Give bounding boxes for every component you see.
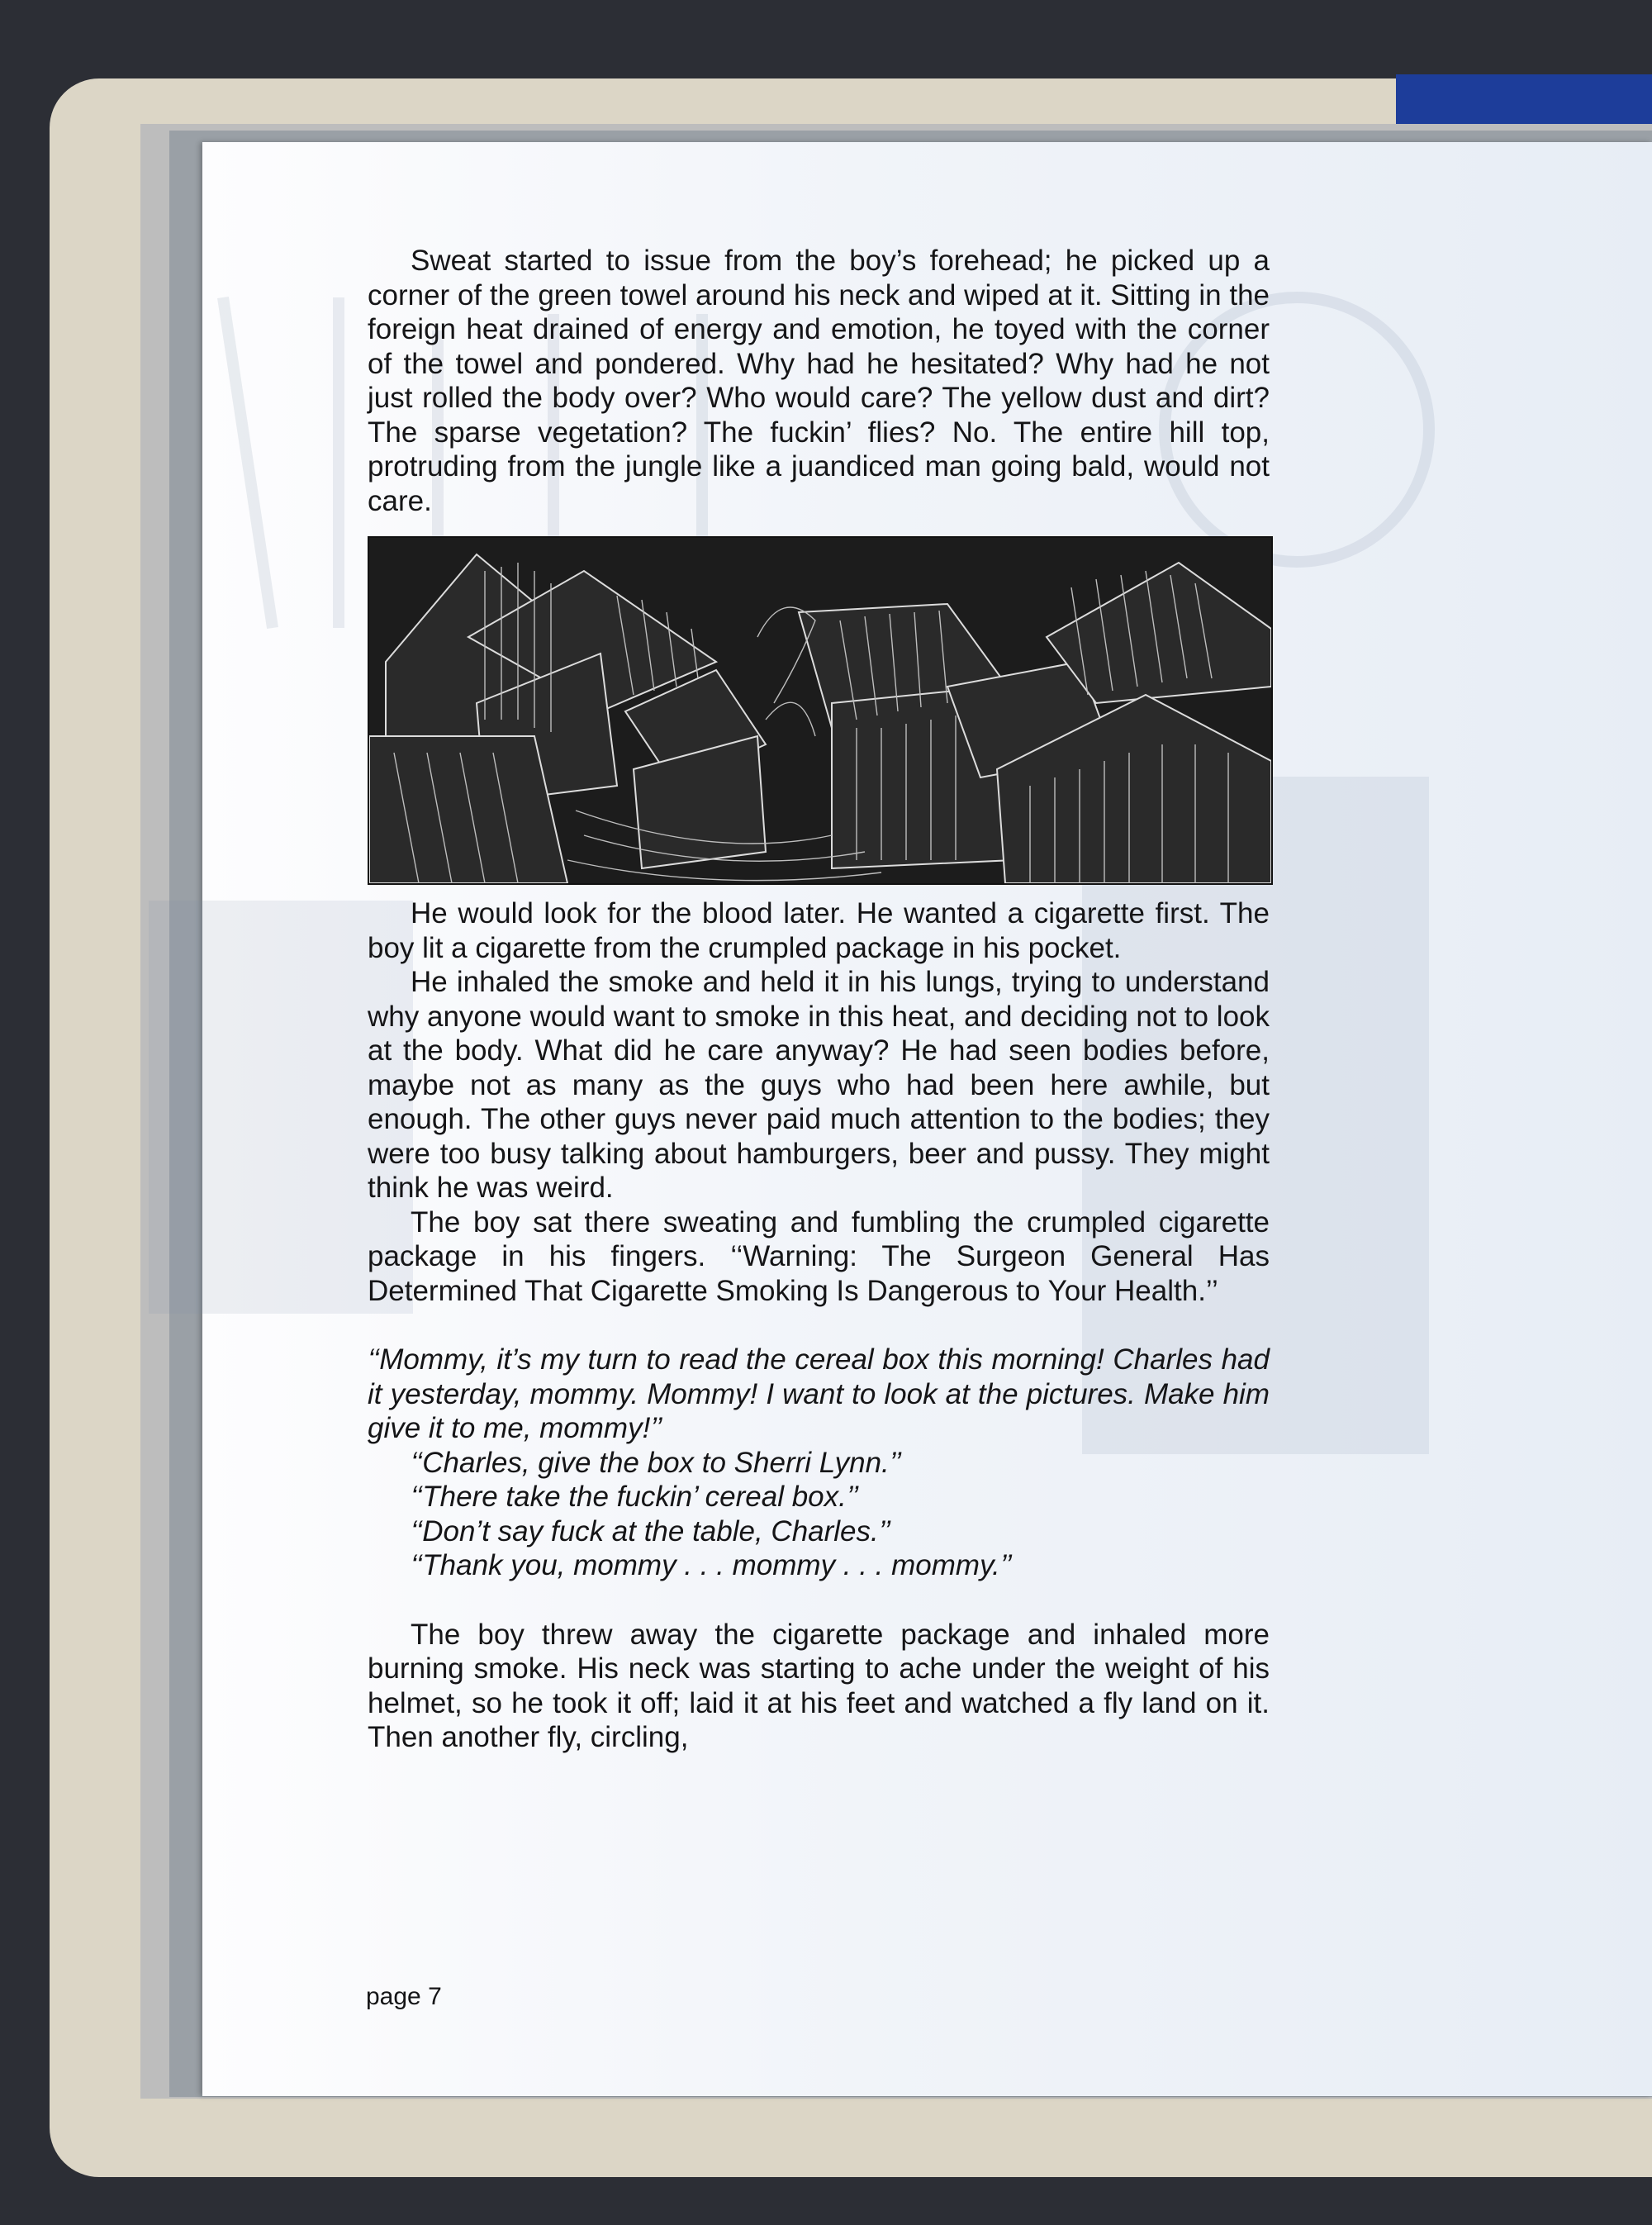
paragraph-helmet: The boy threw away the cigarette package and inhaled more burning smoke. His neck was starting to ache under the weight of his helmet, so he took it off; laid it at his feet and watched a fly land on it. Then another fly, circling, — [368, 1618, 1270, 1753]
italic-line-2: ‘‘Charles, give the box to Sherri Lynn.’’ — [411, 1446, 902, 1479]
paragraph-inhaled-smoke: He inhaled the smoke and held it in his lungs, trying to understand why anyone would want to smoke in this heat, and deciding not to look at the body. What did he care anyway? He had seen bodies before, maybe not as many as the guys who had been here awhile, but enough. The other guys never paid much attention to the bodies; they were too busy talking about hamburgers, beer and pussy. They might think he was weird. — [368, 966, 1270, 1204]
page-number: page 7 — [366, 1983, 442, 2010]
paragraph-sweat: Sweat started to issue from the boy’s forehead; he picked up a corner of the green towel around his neck and wiped at it. Sitting in the foreign heat drained of energy and emotion, he toyed with the corner of the towel and pondered. Why had he hesitated? Why had he not just rolled the body over? Who would care? The yellow dust and dirt? The sparse vegetation? The fuckin’ flies? No. The entire hill top, protruding from the jungle like a juandiced man going bald, would not care. — [368, 245, 1270, 517]
italic-cereal-box: ‘‘Mommy, it’s my turn to read the cereal box this morning! Charles had it yesterday, mommy. Mommy! I want to look at the pictures. Make him give it to me, mommy!’’ — [368, 1343, 1270, 1444]
paragraph-warning-label: The boy sat there sweating and fumbling the crumpled cigarette package in his fingers. ‘‘Warning: The Surgeon General Has Determined That Cigarette Smoking Is Dangerous to Your Health.’’ — [368, 1205, 1270, 1307]
italic-line-5: ‘‘Thank you, mommy . . . mommy . . . mommy.’’ — [411, 1549, 1012, 1581]
paragraph-blood-later: He would look for the blood later. He wanted a cigarette first. The boy lit a cigarette from the crumpled package in his pocket. — [368, 897, 1270, 964]
village-illustration — [368, 536, 1273, 885]
text-column — [368, 244, 1270, 1755]
italic-line-4: ‘‘Don’t say fuck at the table, Charles.’’ — [411, 1514, 891, 1548]
italic-line-3: ‘‘There take the fuckin’ cereal box.’’ — [411, 1481, 859, 1513]
